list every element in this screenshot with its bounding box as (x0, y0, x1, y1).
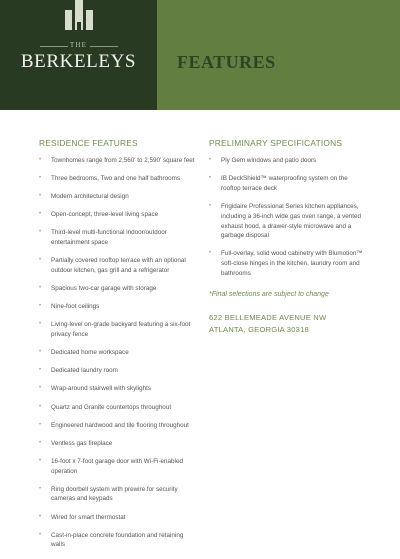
residence-features-list (39, 156, 199, 550)
page-header (0, 0, 400, 110)
residence-features-heading: RESIDENCE FEATURES (39, 138, 138, 148)
list-item: • Cast-in-place concrete foundation and retaining walls (39, 531, 199, 551)
list-item: • 16-foot x 7-foot garage door with Wi-Fi-enabled operation (39, 457, 199, 477)
list-item: • Living-level on-grade backyard featuring a six-foot privacy fence (39, 320, 199, 340)
specifications-list (209, 156, 369, 279)
page-title: FEATURES (177, 52, 276, 72)
list-item: • Spacious two-car garage with storage (39, 284, 199, 294)
list-item: • Modern architectural design (39, 192, 199, 202)
preliminary-specifications-section (209, 138, 369, 336)
list-item: • Third-level multi-functional indoor/outdoor entertainment space (39, 228, 199, 248)
list-item: • Ply Gem windows and patio doors (209, 156, 369, 166)
preliminary-specifications-heading: PRELIMINARY SPECIFICATIONS (209, 138, 343, 148)
list-item: • Dedicated laundry room (39, 366, 199, 376)
list-item: • Wired for smart thermostat (39, 513, 199, 523)
list-item: • Wrap-around stairwell with skylights (39, 384, 199, 394)
list-item: • Open-concept, three-level living space (39, 210, 199, 220)
list-item: • Townhomes range from 2,560' to 2,590' square feet (39, 156, 199, 166)
address-city: ATLANTA, GEORGIA 30318 (209, 324, 309, 334)
title-panel (157, 0, 400, 110)
list-item: • Ring doorbell system with prewire for security cameras and keypads (39, 485, 199, 505)
selection-disclaimer: *Final selections are subject to change (209, 290, 329, 298)
property-address (209, 312, 369, 336)
residence-features-section (39, 138, 199, 559)
logo-the-text: THE (69, 41, 88, 49)
list-item: • IB DeckShield™ waterproofing system on the rooftop terrace deck (209, 174, 369, 194)
list-item: • Quartz and Granite countertops throughout (39, 403, 199, 413)
list-item: • Three bedrooms, Two and one half bathrooms (39, 174, 199, 184)
list-item: • Full-overlay, solid wood cabinetry with Blumotion™ soft-close hinges in the kitchen, laundry room and bathrooms (209, 249, 369, 278)
list-item: • Frigidaire Professional Series kitchen appliances, including a 36-inch wide gas oven range, a vented exhaust hood, a drawer-style microwave and a garbage disposal (209, 202, 369, 241)
logo-name-text: BERKELEYS (20, 51, 137, 72)
building-logo-icon (65, 0, 93, 30)
list-item: • Nine-foot ceilings (39, 302, 199, 312)
address-street: 622 BELLEMEADE AVENUE NW (209, 312, 327, 322)
list-item: • Partially covered rooftop terrace with an optional outdoor kitchen, gas grill and a refrigerator (39, 256, 199, 276)
list-item: • Engineered hardwood and tile flooring throughout (39, 421, 199, 431)
list-item: • Ventless gas fireplace (39, 439, 199, 449)
brand-panel (0, 0, 157, 110)
list-item: • Dedicated home workspace (39, 348, 199, 358)
